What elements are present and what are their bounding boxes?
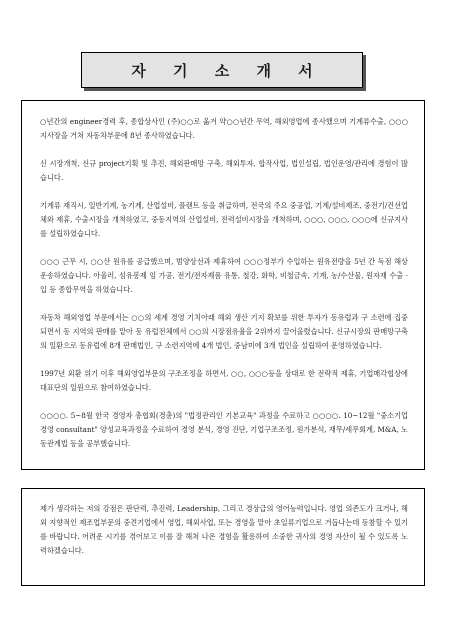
strengths-section bbox=[21, 488, 425, 586]
paragraph-automotive: 자동차 해외영업 부문에서는 ○○의 세계 경영 기치아래 해외 생산 기지 확보를 위한 투자가 동유럽과 구 소련에 집중되면서 동 지역의 판매를 맡아 동 유럽전체에서 ○○의 시장점유율을 2위까지 끌어올렸습니다. 신규시장의 판매망구축의 일환으로 동유럽에 8개 판매법인, 구 소련지역에 4개 법인, 중남미에 3개 법인을 설립하여 운영하였습니다. bbox=[40, 313, 408, 350]
paragraph-restructuring: 1997년 외환 위기 이후 해외영업부문의 구조조정을 하면서, ○○, ○○○등을 상대로 한 전략적 제휴, 기업매각협상에 대표단의 일원으로 참여하였습니다. bbox=[40, 369, 408, 392]
paragraph-education: ○○○○. 5~8월 한국 경영자 총협회(경총)의 "법정관리인 기본교육" 과정을 수료하고 ○○○○. 10~12월 "중소기업 경영 consultant" 양성교육과정을 수료하여 경영 분석, 경영 진단, 기업구조조정, 원가분석, 재무/세무회계, M&A, 노동관계법 등을 공부했습니다. bbox=[40, 411, 408, 448]
page-title: 자 기 소 개 서 bbox=[131, 61, 324, 80]
paragraph-strengths: 제가 생각하는 저의 강점은 판단력, 추진력, Leadership, 그리고 경상급의 영어능력입니다. 영업 의존도가 크거나, 해외 지향적인 제조업부문의 중견기업에서 영업, 해외사업, 또는 경영을 맡아 초일류기업으로 거듭나는데 동참할 수 있기를 바랍니다. 어려운 시기를 겪어보고 이를 잘 해쳐 나온 경험을 활용하여 소중한 귀사의 경영 자산이 될 수 있도록 노력하겠습니다. bbox=[40, 504, 408, 555]
title-box bbox=[81, 52, 363, 88]
career-section bbox=[21, 100, 425, 470]
paragraph-machinery: 기계류 재직시, 일반기계, 농기계, 산업설비, 플랜트 등을 취급하며, 전국의 주요 중공업, 기계/설비제조, 중전기/건선업체와 제휴, 수출시장을 개척하였고, 중동지역의 산업설비, 전력설비시장을 개척하며, ○○○, ○○○, ○○○에 신규지사를 설립하였습니다. bbox=[40, 201, 408, 238]
paragraph-career-summary: ○년간의 engineer경력 후, 종합상사인 (주)○○로 옮겨 약○○년간 무역, 해외영업에 종사했으며 기계류수출, ○○○지사장을 거쳐 자동차부문에 8년 종사하였습니다. bbox=[40, 117, 408, 140]
paragraph-trading: ○○○ 근무 시, ○○산 원유를 공급했으며, 범양상선과 제휴하여 ○○○정부가 수입하는 원유전량을 5년 간 독점 해상 운송하였습니다. 아울러, 섬유봉제 임 가공, 전기/전자제품 유통, 철강, 화학, 비철금속, 기계, 농/수산물, 원자재 수출 · 입 등 종합무역을 하였습니다. bbox=[40, 257, 408, 294]
paragraph-experience: 신 시장개척, 신규 project기획 및 추진, 해외판매망 구축, 해외투자, 합작사업, 법인설립, 법인운영/관리에 경험이 많습니다. bbox=[40, 159, 408, 182]
